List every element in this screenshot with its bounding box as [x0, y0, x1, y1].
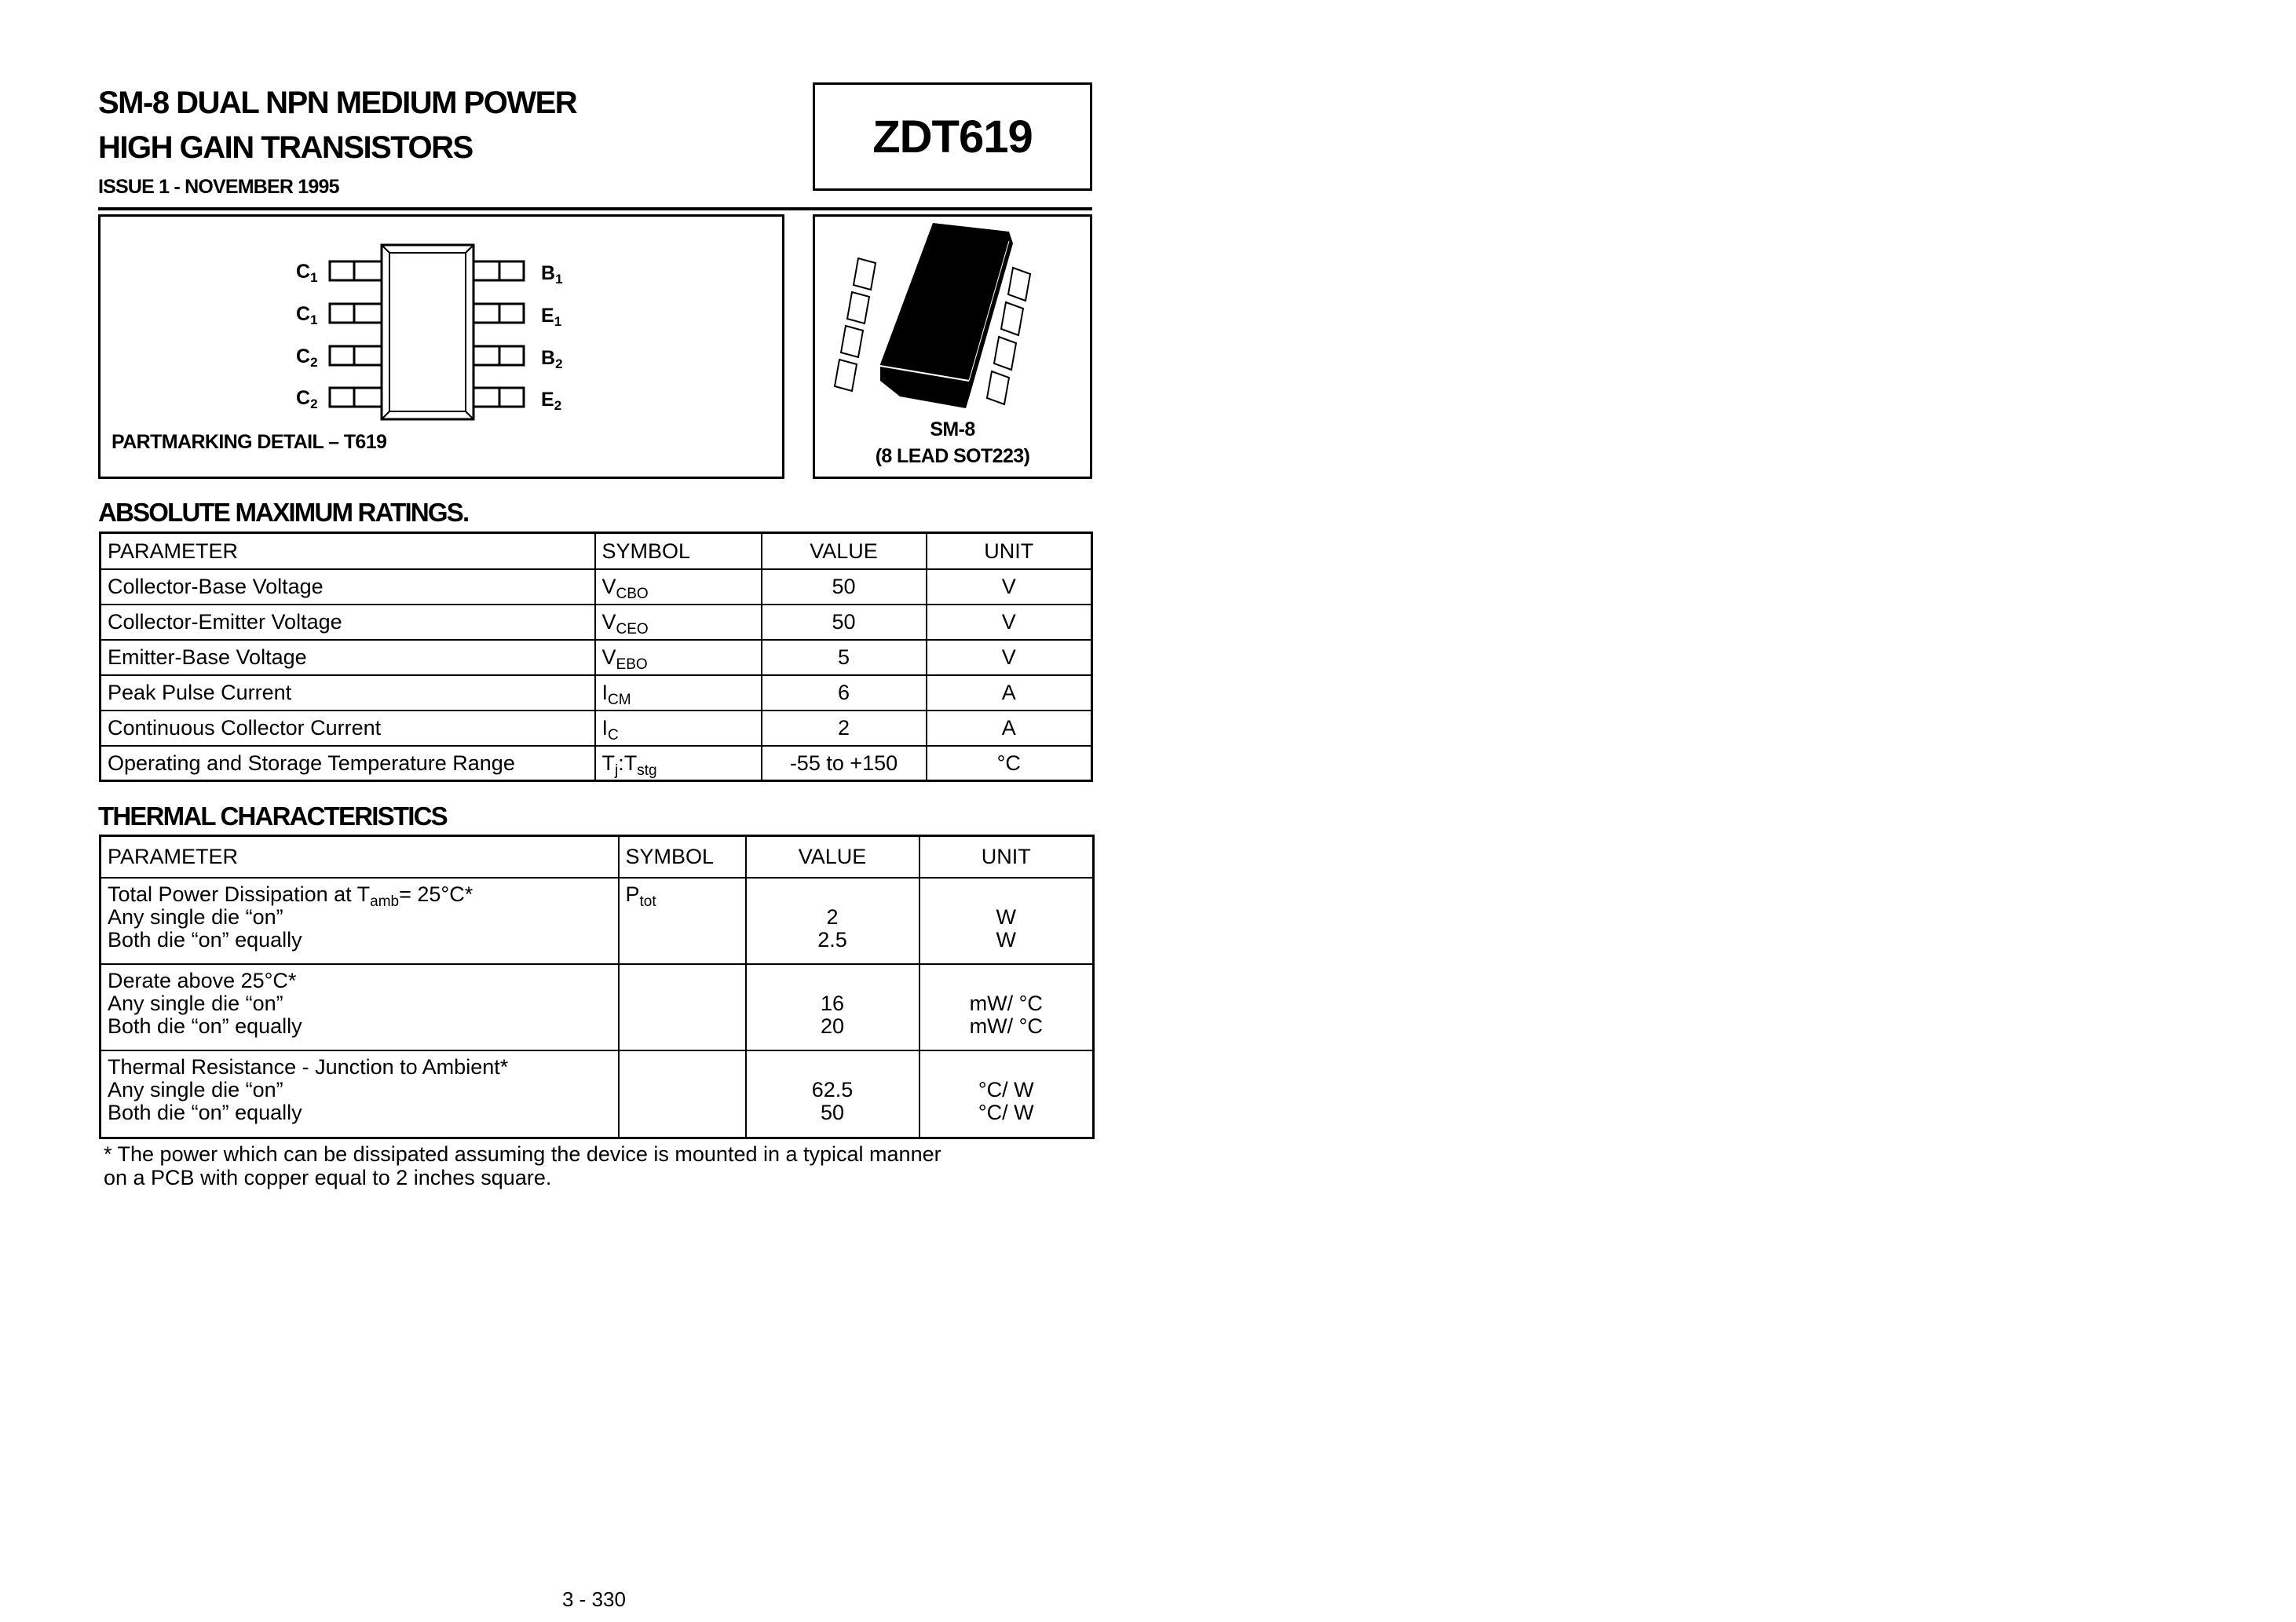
thermal-table — [99, 835, 1095, 1139]
left-pads — [330, 261, 382, 407]
table-header-row — [101, 836, 1094, 878]
table-row — [101, 746, 1092, 781]
value: 2 2.5 — [746, 878, 919, 964]
unit: W W — [919, 878, 1094, 964]
parameter: Continuous Collector Current — [101, 711, 595, 746]
thermal-heading: THERMAL CHARACTERISTICS — [98, 802, 447, 831]
package-description: (8 LEAD SOT223) — [875, 445, 1030, 467]
unit: V — [927, 640, 1092, 675]
col-header: VALUE — [762, 533, 927, 569]
pin-label-e1: $E_1$ — [541, 305, 562, 329]
part-number: ZDT619 — [872, 111, 1033, 163]
parameter: Collector-Base Voltage — [101, 569, 595, 605]
symbol: $I_{CM}$ — [595, 675, 762, 711]
value: 50 — [762, 569, 927, 605]
unit: A — [927, 675, 1092, 711]
table-row — [101, 569, 1092, 605]
col-header: UNIT — [927, 533, 1092, 569]
unit: A — [927, 711, 1092, 746]
footnote-line: on a PCB with copper equal to 2 inches square. — [104, 1166, 552, 1189]
pin-label-b1: $B_1$ — [541, 262, 563, 287]
parameter: Total Power Dissipation at $T_{amb}= 25^\circ C*$ Any single die “on” Both die “on” equally — [101, 878, 619, 964]
value: 50 — [762, 605, 927, 640]
package-name: SM-8 — [930, 418, 975, 440]
value: 2 — [762, 711, 927, 746]
symbol: $V_{CBO}$ — [595, 569, 762, 605]
symbol: $I_C$ — [595, 711, 762, 746]
abs-max-table — [99, 532, 1093, 782]
title-line-1: SM-8 DUAL NPN MEDIUM POWER — [98, 86, 577, 120]
value: 62.5 50 — [746, 1050, 919, 1138]
pin-label-c2: $C_2$ — [296, 345, 318, 370]
col-header: VALUE — [746, 836, 919, 878]
symbol: $T_j:T_{stg}$ — [595, 746, 762, 781]
pin-label-b2: $B_2$ — [541, 347, 563, 371]
table-row — [101, 605, 1092, 640]
unit: V — [927, 605, 1092, 640]
parameter: Derate above 25°C* Any single die “on” Both die “on” equally — [101, 964, 619, 1050]
parameter: Thermal Resistance - Junction to Ambient* Any single die “on” Both die “on” equally — [101, 1050, 619, 1138]
symbol: $P_{tot}$ — [619, 878, 746, 964]
symbol — [619, 1050, 746, 1138]
table-row — [101, 640, 1092, 675]
pin-label-e2: $E_2$ — [541, 389, 562, 413]
col-header: PARAMETER — [101, 533, 595, 569]
table-row — [101, 878, 1094, 964]
col-header: SYMBOL — [595, 533, 762, 569]
symbol: $V_{CEO}$ — [595, 605, 762, 640]
col-header: PARAMETER — [101, 836, 619, 878]
parameter: Operating and Storage Temperature Range — [101, 746, 595, 781]
pin-label-c1: $C_1$ — [296, 261, 318, 285]
page-number: 3 - 330 — [562, 1587, 626, 1611]
pin-label-c1: $C_1$ — [296, 303, 318, 327]
col-header: SYMBOL — [619, 836, 746, 878]
unit: °C/ W °C/ W — [919, 1050, 1094, 1138]
col-header: UNIT — [919, 836, 1094, 878]
value: 5 — [762, 640, 927, 675]
chip-body — [382, 245, 473, 419]
parameter: Emitter-Base Voltage — [101, 640, 595, 675]
value: 6 — [762, 675, 927, 711]
abs-max-heading: ABSOLUTE MAXIMUM RATINGS. — [98, 498, 469, 527]
table-row — [101, 711, 1092, 746]
value: 16 20 — [746, 964, 919, 1050]
table-row — [101, 964, 1094, 1050]
parameter: Collector-Emitter Voltage — [101, 605, 595, 640]
table-row — [101, 1050, 1094, 1138]
table-row — [101, 675, 1092, 711]
value: -55 to +150 — [762, 746, 927, 781]
parameter: Peak Pulse Current — [101, 675, 595, 711]
footnote — [104, 1142, 941, 1189]
right-pads — [473, 261, 524, 407]
symbol: $V_{EBO}$ — [595, 640, 762, 675]
unit: °C — [927, 746, 1092, 781]
symbol — [619, 964, 746, 1050]
unit: V — [927, 569, 1092, 605]
footnote-line: * The power which can be dissipated assuming the device is mounted in a typical manner — [104, 1142, 941, 1166]
unit: mW/ °C mW/ °C — [919, 964, 1094, 1050]
pin-label-c2: $C_2$ — [296, 387, 318, 411]
title-line-2: HIGH GAIN TRANSISTORS — [98, 130, 473, 165]
issue-date: ISSUE 1 - NOVEMBER 1995 — [98, 176, 339, 198]
table-header-row — [101, 533, 1092, 569]
partmarking-caption: PARTMARKING DETAIL – T619 — [112, 431, 387, 453]
